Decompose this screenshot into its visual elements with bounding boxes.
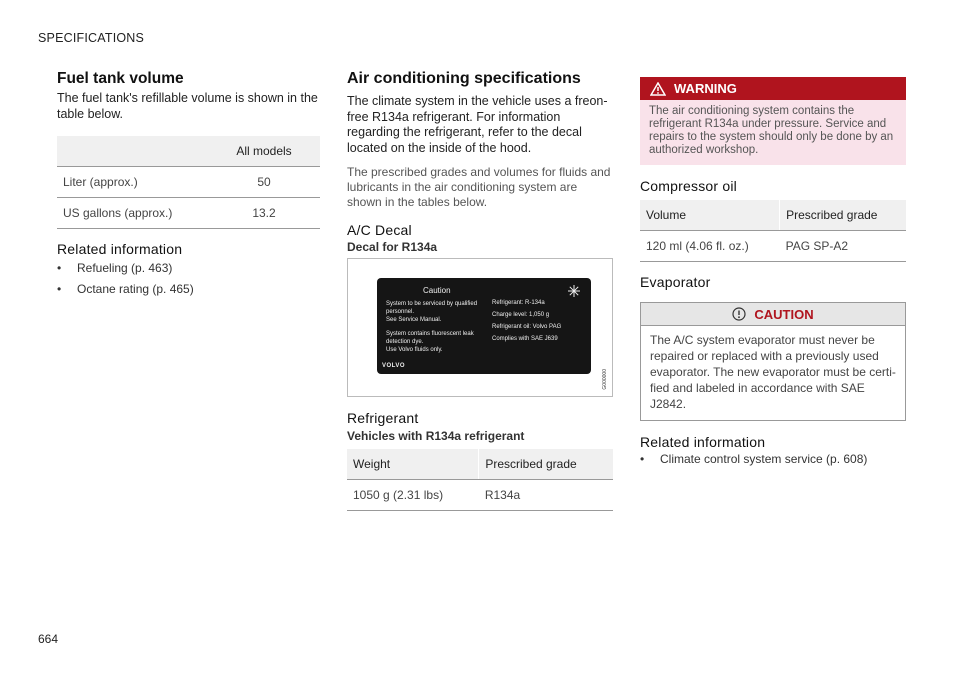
table-cell: 1050 g (2.31 lbs) [347,480,479,511]
table-cell-label: Liter (approx.) [57,167,208,198]
table-header-row [640,200,906,231]
decal-label [377,278,591,374]
table-cell-value: 50 [208,167,320,198]
table-row [57,167,320,198]
table-header-all-models: All models [208,136,320,167]
related-list [57,261,320,296]
table-header-row [57,136,320,167]
running-header: SPECIFICATIONS [38,31,145,45]
table-cell-value: 13.2 [208,198,320,229]
bullet-icon: • [57,282,62,296]
table-header: Volume [640,200,780,231]
fuel-intro: The fuel tank's refillable volume is shown in the table below. [57,91,318,121]
fuel-table [57,136,320,229]
related-title: Related information [640,434,766,450]
volvo-logo: VOLVO [382,363,406,369]
decal-left-text: System to be serviced by qualified personnel. See Service Manual. System contains fluorescent leak detection dye. Use Volvo fluids only. [386,301,478,353]
bullet-icon: • [640,452,645,466]
caution-header [641,303,905,326]
decal-right-text: Refrigerant: R-134a Charge level: 1,050 g Refrigerant oil: Volvo PAG Complies with SAE J639 [492,300,562,342]
table-header: Prescribed grade [780,200,906,231]
ac-title: Air conditioning specifications [347,70,581,87]
table-cell: R134a [479,480,613,511]
decal-subtitle: Decal for R134a [347,240,438,254]
compressor-title: Compressor oil [640,178,737,194]
table-header-row [347,449,613,480]
caution-box [640,302,906,421]
fuel-section [57,70,320,303]
caution-title: CAUTION [754,306,814,322]
fuel-title: Fuel tank volume [57,70,184,87]
warning-title: WARNING [674,81,737,96]
decal-caution: Caution [423,286,451,295]
ac-note: The prescribed grades and volumes for fluids and lubricants in the air conditioning system are shown in the tables below. [347,165,611,209]
table-header: Weight [347,449,479,480]
table-header-empty [57,136,208,167]
decal-title: A/C Decal [347,222,412,238]
warning-text: The air conditioning system contains the refrigerant R134a under pressure. Service and repairs to the system should only be done by an authorized workshop. [640,100,906,165]
ac-section [347,70,613,511]
evaporator-title: Evaporator [640,274,711,290]
table-row [347,480,613,511]
caution-exclamation-icon [732,307,746,321]
table-cell: 120 ml (4.06 fl. oz.) [640,231,780,262]
related-link[interactable]: • Climate control system service (p. 608) [640,452,868,466]
warning-box [640,77,906,165]
related-title: Related information [57,241,183,257]
refrigerant-subtitle: Vehicles with R134a refrigerant [347,429,525,443]
table-header: Prescribed grade [479,449,613,480]
snowflake-icon [567,284,581,298]
refrigerant-title: Refrigerant [347,410,419,426]
compressor-table [640,200,906,262]
warning-header [640,77,906,100]
related-list [640,452,906,466]
table-cell-label: US gallons (approx.) [57,198,208,229]
table-row [640,231,906,262]
table-row [57,198,320,229]
warning-triangle-icon [650,82,666,96]
refrigerant-table [347,449,613,511]
page-number: 664 [38,632,59,646]
ac-intro: The climate system in the vehicle uses a freon-free R134a refrigerant. For information regarding the refrigerant, refer to the decal located on the inside of the hood. [347,94,608,155]
bullet-icon: • [57,261,62,275]
related-link[interactable]: • Octane rating (p. 465) [57,282,194,296]
related-link[interactable]: • Refueling (p. 463) [57,261,173,275]
caution-text: The A/C system evaporator must never be repaired or replaced with a previously used evaporator. The new evaporator must be certi-fied and labeled in accordance with SAE J2842. [650,333,896,411]
column-3 [640,77,906,473]
decal-figure [347,258,613,397]
table-cell: PAG SP-A2 [780,231,906,262]
figure-code: G000000 [602,369,608,390]
